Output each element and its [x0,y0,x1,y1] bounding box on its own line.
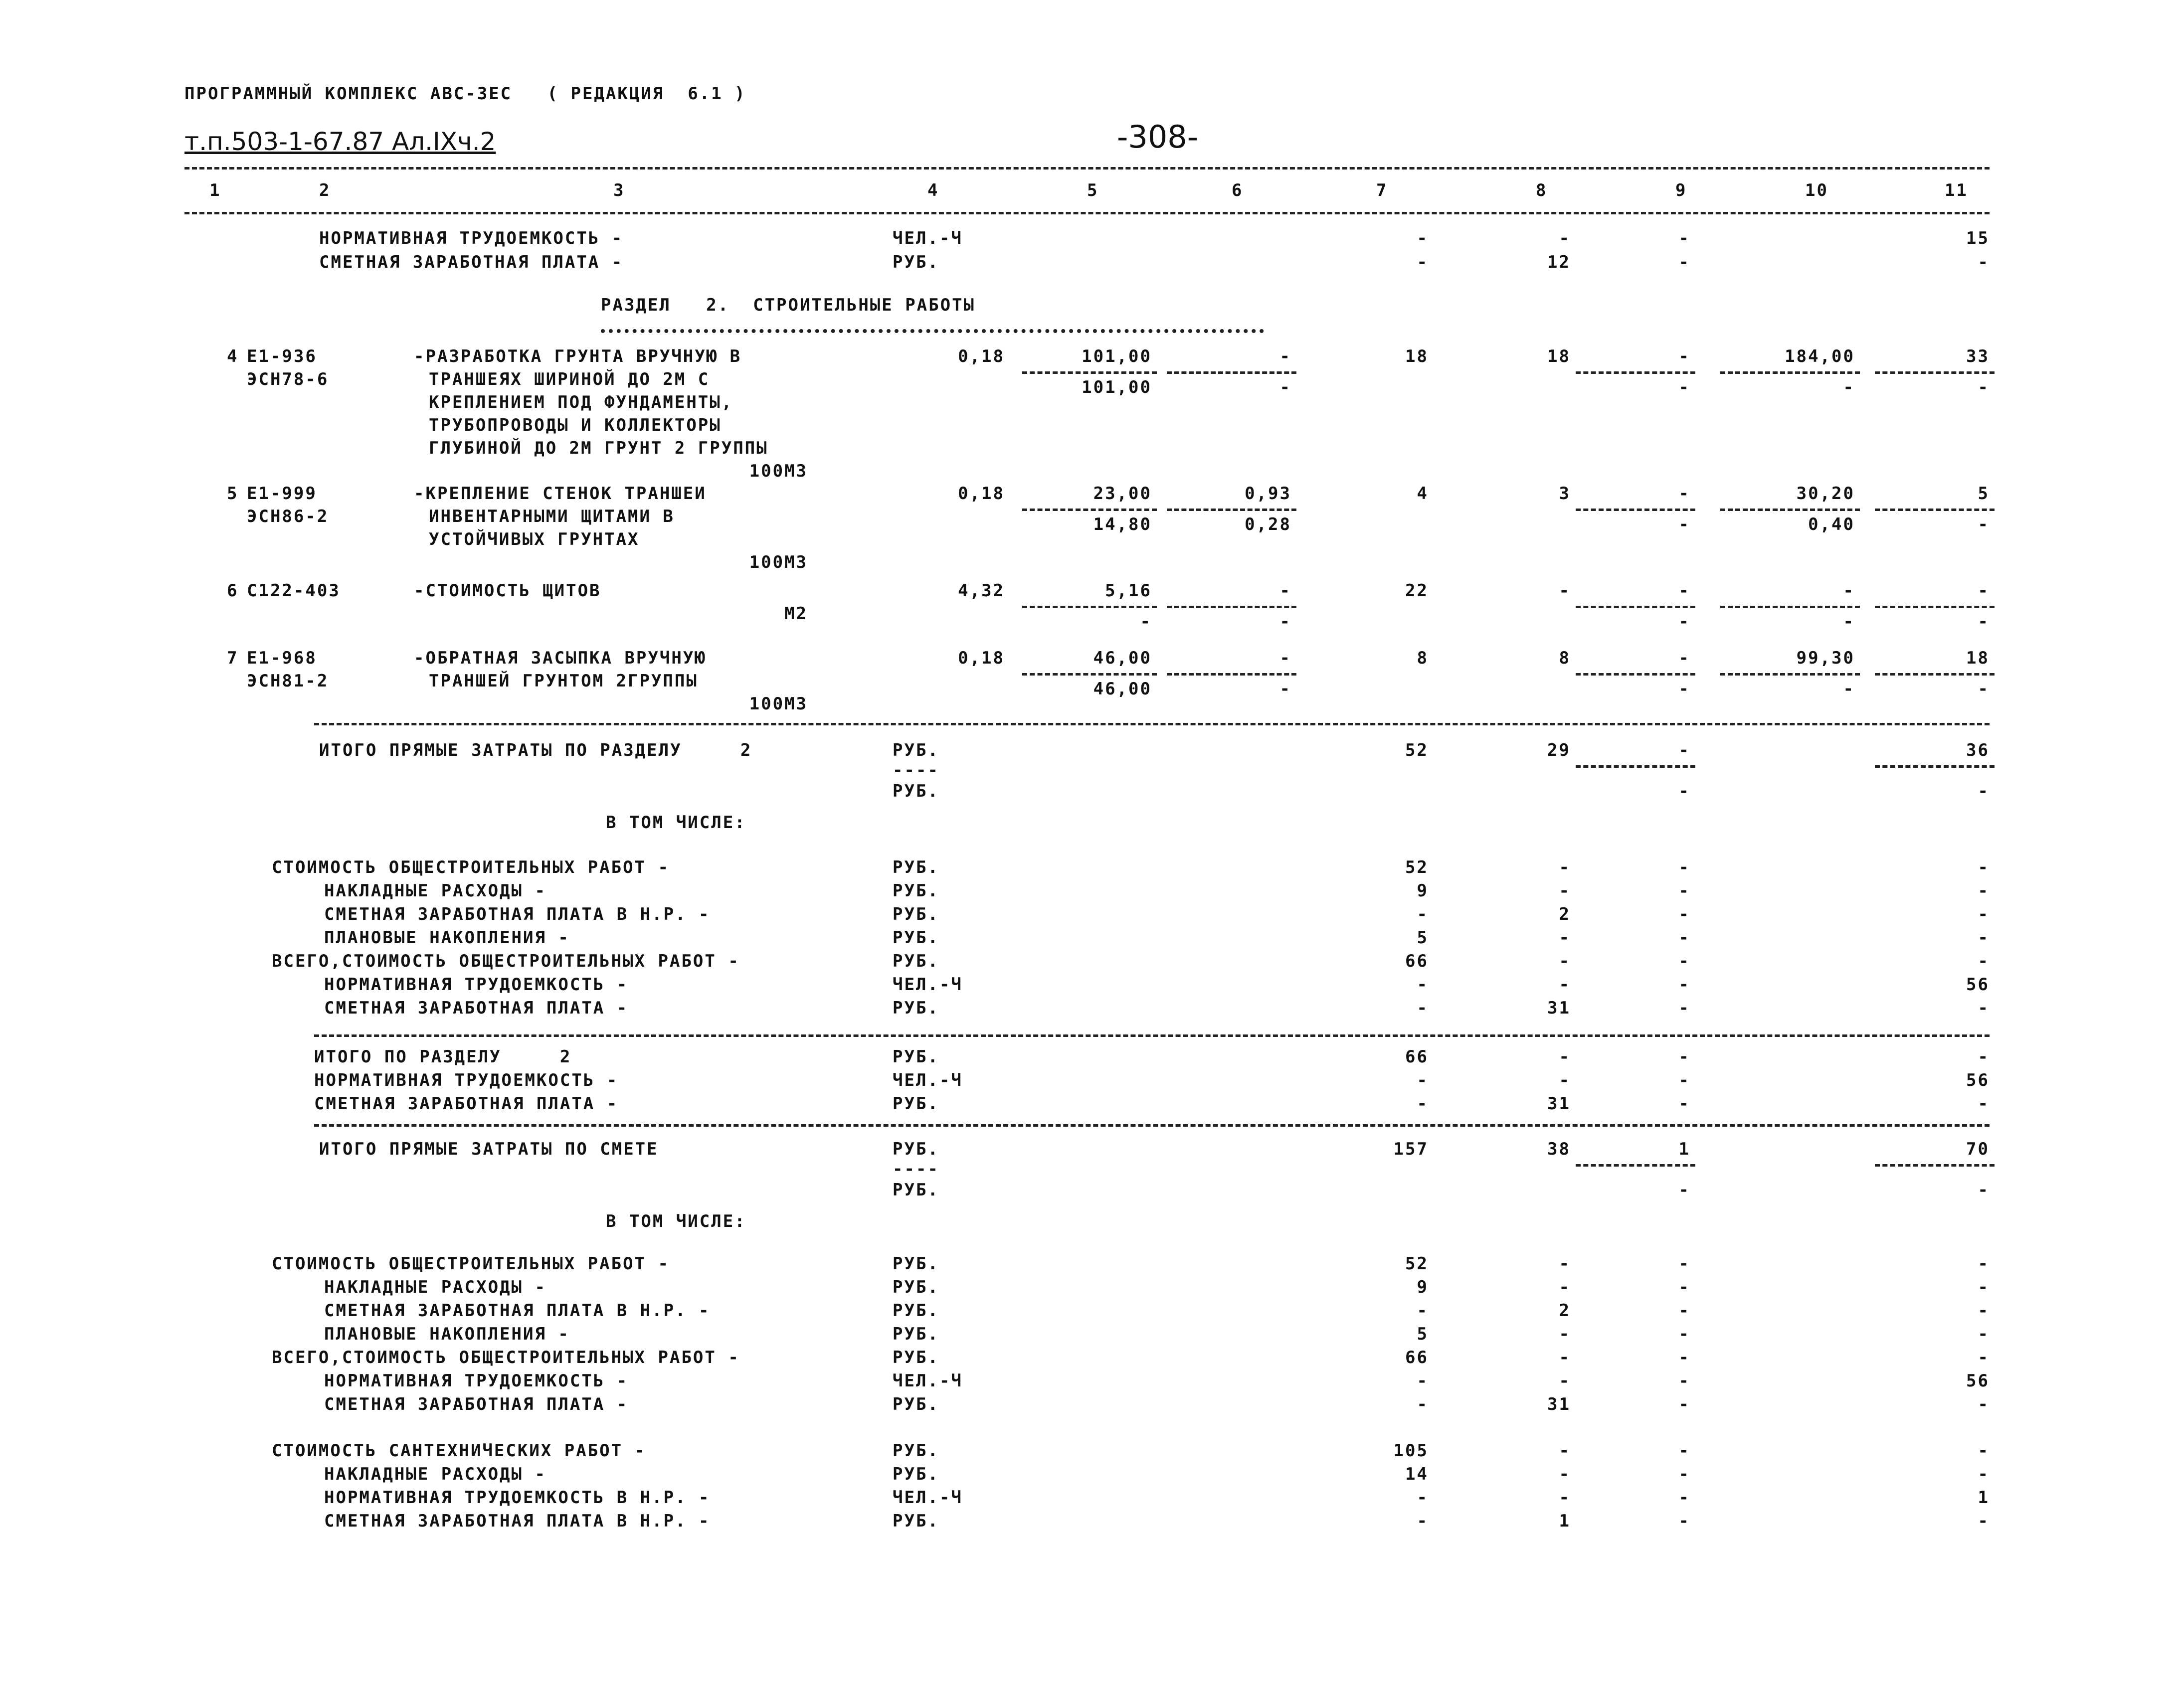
program-title: ПРОГРАММНЫЙ КОМПЛЕКС АВС-ЗЕС ( РЕДАКЦИЯ 6.1 ) [184,84,746,104]
item-labor: - [1843,581,1855,601]
section-total-label: СМЕТНАЯ ЗАРАБОТНАЯ ПЛАТА - [314,1094,619,1114]
summary-row-c9: - [1678,1301,1690,1321]
summary-row-c7: 5 [1417,1324,1429,1344]
item-total-cost: 8 [1417,648,1429,668]
section-direct-c9-divider [1576,765,1695,768]
summary-row-c11: - [1978,1348,1990,1367]
summary-row-c9: - [1678,1324,1690,1344]
item-c9: - [1678,581,1690,601]
item-quantity: 0,18 [958,648,1005,668]
summary-label: СМЕТНАЯ ЗАРАБОТНАЯ ПЛАТА - [319,252,624,272]
summary-row-unit: РУБ. [893,1441,939,1461]
direct-costs-c9b: - [1678,781,1690,801]
summary-row-c9: - [1678,1464,1690,1484]
summary-row-label: СТОИМОСТЬ ОБЩЕСТРОИТЕЛЬНЫХ РАБОТ - [272,857,670,877]
summary-row-c8: - [1559,1441,1571,1461]
summary-row-unit: РУБ. [893,928,939,948]
item-quantity: 0,18 [958,484,1005,504]
summary-row-c8: 2 [1559,1301,1571,1321]
summary-row-label: СМЕТНАЯ ЗАРАБОТНАЯ ПЛАТА В Н.Р. - [324,904,711,924]
item-labor: 30,20 [1796,484,1855,504]
summary-row-unit: РУБ. [893,904,939,924]
item-c10-divider [1720,673,1860,676]
summary-c7: - [1417,228,1429,248]
summary-row-unit: РУБ. [893,998,939,1018]
item-c10-divider [1720,371,1860,374]
summary-row-c9: - [1678,951,1690,971]
direct-costs-c7: 52 [1405,740,1429,760]
column-number: 11 [1945,180,1968,200]
summary-row-unit: РУБ. [893,1348,939,1367]
summary-row-c11: - [1978,1254,1990,1274]
summary-row-c8: - [1559,928,1571,948]
item-labor: 184,00 [1785,346,1855,366]
summary-unit: ЧЕЛ.-Ч [893,228,963,248]
summary-row-c8: - [1559,951,1571,971]
section-total-c8: - [1559,1047,1571,1067]
item-unit: М2 [784,604,808,624]
item-description-line: -РАЗРАБОТКА ГРУНТА ВРУЧНУЮ В [414,346,742,366]
summary-row-unit: РУБ. [893,951,939,971]
summary-row-unit: РУБ. [893,1464,939,1484]
summary-row-unit: РУБ. [893,857,939,877]
page-number: -308- [1117,119,1199,155]
summary-row-c7: - [1417,975,1429,995]
summary-row-unit: РУБ. [893,1301,939,1321]
summary-row-c9: - [1678,904,1690,924]
item-description-line: ГЛУБИНОЙ ДО 2М ГРУНТ 2 ГРУППЫ [429,438,768,458]
item-c6-divider [1167,509,1296,511]
summary-row-unit: РУБ. [893,1324,939,1344]
item-unit-cost: 46,00 [1093,648,1152,668]
section-total-unit: РУБ. [893,1094,939,1114]
item-c9b: - [1678,679,1690,699]
section-total-c7: - [1417,1094,1429,1114]
summary-row-label: СМЕТНАЯ ЗАРАБОТНАЯ ПЛАТА В Н.Р. - [324,1511,711,1531]
summary-row-c7: - [1417,1394,1429,1414]
summary-row-c7: 5 [1417,928,1429,948]
column-number: 4 [927,180,939,200]
item-unit-cost: 5,16 [1105,581,1152,601]
item-unit-wage-machines: 0,28 [1245,514,1291,534]
direct-costs-c9b: - [1678,1180,1690,1200]
item-c9-divider [1576,673,1695,676]
summary-row-c7: 52 [1405,857,1429,877]
section-direct-c11-divider [1875,765,1995,768]
summary-row-c8: - [1559,1371,1571,1391]
summary-row-c7: 14 [1405,1464,1429,1484]
summary-row-c11: - [1978,1301,1990,1321]
direct-costs-unit-divider: ---- [893,1159,939,1179]
item-quantity: 0,18 [958,346,1005,366]
section-total-c7: - [1417,1070,1429,1090]
item-description-line: ТРАНШЕЯХ ШИРИНОЙ ДО 2М С [429,369,710,389]
summary-row-c8: 31 [1547,998,1571,1018]
item-c11-divider [1875,371,1995,374]
summary-row-c8: - [1559,1488,1571,1508]
summary-row-c9: - [1678,1277,1690,1297]
item-description-line: УСТОЙЧИВЫХ ГРУНТАХ [429,529,640,549]
direct-costs-unit2: РУБ. [893,781,939,801]
direct-costs-c8: 38 [1547,1139,1571,1159]
summary-row-c8: - [1559,881,1571,901]
item-c9b: - [1678,377,1690,397]
summary-row-c11: - [1978,881,1990,901]
section-total-unit: РУБ. [893,1047,939,1067]
item-unit: 100М3 [749,694,808,714]
item-c9b: - [1678,612,1690,632]
item-description-line: ИНВЕНТАРНЫМИ ЩИТАМИ В [429,507,675,526]
summary-row-c11: - [1978,951,1990,971]
item-c9-divider [1576,371,1695,374]
item-c11b: - [1978,514,1990,534]
summary-row-c7: 9 [1417,881,1429,901]
item-description-line: КРЕПЛЕНИЕМ ПОД ФУНДАМЕНТЫ, [429,392,733,412]
summary-c7: - [1417,252,1429,272]
section-total-label: НОРМАТИВНАЯ ТРУДОЕМКОСТЬ - [314,1070,619,1090]
summary-row-c9: - [1678,881,1690,901]
item-c11b: - [1978,679,1990,699]
item-quantity: 4,32 [958,581,1005,601]
summary-row-c11: - [1978,1324,1990,1344]
summary-row-c11: 56 [1966,1371,1990,1391]
summary-row-c7: 52 [1405,1254,1429,1274]
item-unit-cost-machines: - [1279,648,1291,668]
item-c11b: - [1978,612,1990,632]
including-label: В ТОМ ЧИСЛЕ: [606,813,746,833]
item-unit: 100М3 [749,552,808,572]
item-code-secondary: ЭСН81-2 [247,671,329,691]
item-number: 6 [227,581,239,601]
item-code: Е1-999 [247,484,317,504]
item-description-line: ТРУБОПРОВОДЫ И КОЛЛЕКТОРЫ [429,415,722,435]
item-c11-divider [1875,509,1995,511]
section-total-c9: - [1678,1070,1690,1090]
direct-costs-c7: 157 [1393,1139,1429,1159]
item-description-line: -КРЕПЛЕНИЕ СТЕНОК ТРАНШЕИ [414,484,707,504]
summary-row-label: ПЛАНОВЫЕ НАКОПЛЕНИЯ - [324,928,570,948]
summary-row-label: ВСЕГО,СТОИМОСТЬ ОБЩЕСТРОИТЕЛЬНЫХ РАБОТ - [272,1348,740,1367]
item-c5-divider [1022,509,1157,511]
summary-row-unit: ЧЕЛ.-Ч [893,975,963,995]
summary-row-c11: - [1978,1277,1990,1297]
item-c5-divider [1022,371,1157,374]
summary-row-c9: - [1678,1441,1690,1461]
item-labor-machines: - [1843,612,1855,632]
summary-row-c9: - [1678,1394,1690,1414]
summary-row-c9: - [1678,1488,1690,1508]
summary-row-c8: - [1559,1348,1571,1367]
column-number: 9 [1675,180,1687,200]
column-number: 10 [1805,180,1828,200]
summary-row-label: СМЕТНАЯ ЗАРАБОТНАЯ ПЛАТА В Н.Р. - [324,1301,711,1321]
item-code: Е1-936 [247,346,317,366]
summary-row-c11: - [1978,998,1990,1018]
summary-row-c8: - [1559,975,1571,995]
item-number: 7 [227,648,239,668]
summary-c9: - [1678,228,1690,248]
direct-costs-c11: 70 [1966,1139,1990,1159]
summary-row-label: НОРМАТИВНАЯ ТРУДОЕМКОСТЬ В Н.Р. - [324,1488,711,1508]
summary-c8: - [1559,228,1571,248]
item-unit-wage: 14,80 [1093,514,1152,534]
summary-row-label: НАКЛАДНЫЕ РАСХОДЫ - [324,881,546,901]
item-total-wage: - [1559,581,1571,601]
direct-costs-unit: РУБ. [893,740,939,760]
summary-row-label: СМЕТНАЯ ЗАРАБОТНАЯ ПЛАТА - [324,1394,629,1414]
item-code: Е1-968 [247,648,317,668]
direct-costs-c9: - [1678,740,1690,760]
item-unit-cost: 23,00 [1093,484,1152,504]
item-description-line: -ОБРАТНАЯ ЗАСЫПКА ВРУЧНУЮ [414,648,707,668]
section-total-c9: - [1678,1094,1690,1114]
direct-costs-c9: 1 [1678,1139,1690,1159]
item-c9: - [1678,346,1690,366]
direct-costs-c8: 29 [1547,740,1571,760]
summary-row-c9: - [1678,1254,1690,1274]
summary-row-label: СТОИМОСТЬ САНТЕХНИЧЕСКИХ РАБОТ - [272,1441,647,1461]
summary-row-label: НОРМАТИВНАЯ ТРУДОЕМКОСТЬ - [324,975,629,995]
item-unit-wage-machines: - [1279,612,1291,632]
item-c5-divider [1022,673,1157,676]
section-total-c8: - [1559,1070,1571,1090]
summary-row-c7: - [1417,998,1429,1018]
summary-row-label: СМЕТНАЯ ЗАРАБОТНАЯ ПЛАТА - [324,998,629,1018]
item-unit-cost-machines: 0,93 [1245,484,1291,504]
summary-row-unit: РУБ. [893,1394,939,1414]
summary-row-c8: - [1559,1254,1571,1274]
header-top-rule [184,167,1990,170]
item-number: 4 [227,346,239,366]
summary-row-c11: 1 [1978,1488,1990,1508]
item-code-secondary: ЭСН78-6 [247,369,329,389]
item-total-labor: 18 [1966,648,1990,668]
summary-row-c7: - [1417,1511,1429,1531]
direct-costs-c11: 36 [1966,740,1990,760]
summary-row-label: НАКЛАДНЫЕ РАСХОДЫ - [324,1464,546,1484]
including-label-2: В ТОМ ЧИСЛЕ: [606,1211,746,1231]
item-c11-divider [1875,606,1995,608]
summary-row-unit: РУБ. [893,1254,939,1274]
direct-costs-unit: РУБ. [893,1139,939,1159]
summary-row-c8: - [1559,1464,1571,1484]
summary-row-c11: 56 [1966,975,1990,995]
summary-c11: - [1978,252,1990,272]
summary-row-label: НАКЛАДНЫЕ РАСХОДЫ - [324,1277,546,1297]
summary-row-c7: - [1417,904,1429,924]
section-total-rule [314,1124,1990,1127]
item-description-line: ТРАНШЕЙ ГРУНТОМ 2ГРУППЫ [429,671,698,691]
item-c10-divider [1720,606,1860,608]
summary-label: НОРМАТИВНАЯ ТРУДОЕМКОСТЬ - [319,228,624,248]
section-summary-rule [314,1034,1990,1037]
summary-row-c8: - [1559,1324,1571,1344]
item-total-labor: 33 [1966,346,1990,366]
item-total-cost: 18 [1405,346,1429,366]
item-c5-divider [1022,606,1157,608]
item-code-secondary: ЭСН86-2 [247,507,329,526]
section-total-c8: 31 [1547,1094,1571,1114]
item-description-line: -СТОИМОСТЬ ЩИТОВ [414,581,601,601]
summary-row-c11: - [1978,1464,1990,1484]
direct-costs-c11b: - [1978,1180,1990,1200]
item-total-cost: 4 [1417,484,1429,504]
item-total-wage: 3 [1559,484,1571,504]
summary-c9: - [1678,252,1690,272]
summary-row-c7: - [1417,1371,1429,1391]
column-number: 5 [1087,180,1099,200]
item-c9-divider [1576,509,1695,511]
item-labor: 99,30 [1796,648,1855,668]
item-unit-cost: 101,00 [1082,346,1152,366]
summary-row-c8: - [1559,857,1571,877]
summary-row-label: ПЛАНОВЫЕ НАКОПЛЕНИЯ - [324,1324,570,1344]
summary-row-c7: 9 [1417,1277,1429,1297]
item-c9: - [1678,648,1690,668]
summary-c8: 12 [1547,252,1571,272]
item-c9: - [1678,484,1690,504]
summary-row-c11: - [1978,1394,1990,1414]
item-c6-divider [1167,606,1296,608]
column-number: 2 [319,180,331,200]
item-total-wage: 8 [1559,648,1571,668]
item-c11-divider [1875,673,1995,676]
summary-row-c9: - [1678,1371,1690,1391]
summary-row-c7: 66 [1405,951,1429,971]
summary-row-unit: РУБ. [893,881,939,901]
estimate-direct-c9-divider [1576,1164,1695,1167]
section-total-c7: 66 [1405,1047,1429,1067]
direct-costs-c11b: - [1978,781,1990,801]
column-number: 1 [209,180,221,200]
item-c9-divider [1576,606,1695,608]
item-total-cost: 22 [1405,581,1429,601]
summary-row-c7: 66 [1405,1348,1429,1367]
item-unit-wage: - [1140,612,1152,632]
summary-row-c9: - [1678,975,1690,995]
direct-costs-label: ИТОГО ПРЯМЫЕ ЗАТРАТЫ ПО СМЕТЕ [319,1139,659,1159]
summary-row-c11: - [1978,1511,1990,1531]
item-unit-wage: 101,00 [1082,377,1152,397]
column-number: 8 [1536,180,1548,200]
item-unit-wage: 46,00 [1093,679,1152,699]
item-labor-machines: - [1843,679,1855,699]
section-total-c11: 56 [1966,1070,1990,1090]
summary-row-label: СТОИМОСТЬ ОБЩЕСТРОИТЕЛЬНЫХ РАБОТ - [272,1254,670,1274]
section-title-underline [601,329,1264,333]
summary-row-c9: - [1678,1348,1690,1367]
summary-row-c8: 2 [1559,904,1571,924]
item-unit-cost-machines: - [1279,346,1291,366]
item-c10-divider [1720,509,1860,511]
summary-row-c9: - [1678,928,1690,948]
summary-row-unit: ЧЕЛ.-Ч [893,1488,963,1508]
direct-costs-label: ИТОГО ПРЯМЫЕ ЗАТРАТЫ ПО РАЗДЕЛУ 2 [319,740,752,760]
summary-row-c9: - [1678,857,1690,877]
item-total-labor: - [1978,581,1990,601]
section-title: РАЗДЕЛ 2. СТРОИТЕЛЬНЫЕ РАБОТЫ [601,295,976,315]
section-items-rule [314,723,1990,725]
item-unit-wage-machines: - [1279,679,1291,699]
item-total-labor: 5 [1978,484,1990,504]
estimate-direct-c11-divider [1875,1164,1995,1167]
section-total-c11: - [1978,1047,1990,1067]
item-total-wage: 18 [1547,346,1571,366]
section-total-label: ИТОГО ПО РАЗДЕЛУ 2 [314,1047,572,1067]
summary-row-c7: - [1417,1488,1429,1508]
column-number: 6 [1232,180,1244,200]
summary-row-label: ВСЕГО,СТОИМОСТЬ ОБЩЕСТРОИТЕЛЬНЫХ РАБОТ - [272,951,740,971]
summary-row-c11: - [1978,928,1990,948]
summary-row-c11: - [1978,904,1990,924]
item-code: С122-403 [247,581,341,601]
summary-row-c8: 1 [1559,1511,1571,1531]
summary-row-c9: - [1678,1511,1690,1531]
summary-c11: 15 [1966,228,1990,248]
summary-row-unit: ЧЕЛ.-Ч [893,1371,963,1391]
summary-row-c11: - [1978,857,1990,877]
item-unit-cost-machines: - [1279,581,1291,601]
section-total-unit: ЧЕЛ.-Ч [893,1070,963,1090]
summary-row-c11: - [1978,1441,1990,1461]
project-code: т.п.503-1-67.87 Ал.IХч.2 [184,127,496,156]
section-total-c11: - [1978,1094,1990,1114]
item-number: 5 [227,484,239,504]
summary-row-c7: 105 [1393,1441,1429,1461]
item-labor-machines: - [1843,377,1855,397]
direct-costs-unit2: РУБ. [893,1180,939,1200]
item-c6-divider [1167,371,1296,374]
header-bottom-rule [184,212,1990,214]
summary-row-c9: - [1678,998,1690,1018]
summary-row-c8: - [1559,1277,1571,1297]
direct-costs-unit-divider: ---- [893,760,939,780]
summary-row-c7: - [1417,1301,1429,1321]
item-c9b: - [1678,514,1690,534]
item-unit-wage-machines: - [1279,377,1291,397]
column-number: 3 [613,180,625,200]
item-unit: 100М3 [749,461,808,481]
item-c6-divider [1167,673,1296,676]
summary-row-unit: РУБ. [893,1277,939,1297]
section-total-c9: - [1678,1047,1690,1067]
summary-row-unit: РУБ. [893,1511,939,1531]
item-c11b: - [1978,377,1990,397]
column-number: 7 [1376,180,1388,200]
summary-unit: РУБ. [893,252,939,272]
item-labor-machines: 0,40 [1808,514,1855,534]
summary-row-c8: 31 [1547,1394,1571,1414]
summary-row-label: НОРМАТИВНАЯ ТРУДОЕМКОСТЬ - [324,1371,629,1391]
